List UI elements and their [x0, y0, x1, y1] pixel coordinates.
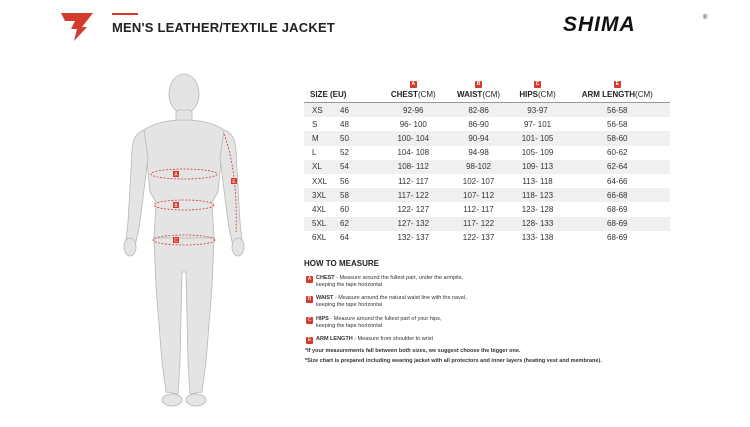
legend-text-waist: - Measure around the natural waist line with the navel,: [333, 295, 467, 301]
legend-badge-arm: E: [307, 337, 312, 343]
table-row: [304, 202, 670, 216]
table-row: [304, 103, 670, 118]
cell-eu: 50: [340, 133, 349, 143]
note-size-chart: *Size chart is prepared including wearing jacket with all protectors and inner layers (heating vest and membrane).: [305, 358, 602, 364]
cell-size: 3XL: [312, 190, 327, 200]
header-hips-label: HIPS: [519, 90, 538, 99]
cell-waist: 94-98: [468, 148, 489, 158]
cell-eu: 64: [340, 233, 349, 243]
cell-eu: 60: [340, 204, 349, 214]
header-waist-unit: (CM): [482, 90, 501, 99]
table-row: [304, 217, 670, 231]
arm-badge: E: [615, 81, 619, 87]
registered-mark: ®: [703, 15, 708, 21]
cell-chest: 132- 137: [397, 233, 430, 243]
cell-eu: 56: [340, 176, 349, 186]
legend-text-waist-2: keeping the tape horizontal: [316, 302, 383, 308]
cell-chest: 92-96: [403, 105, 424, 115]
figure-label-arm: E: [232, 179, 236, 185]
cell-size: XXL: [312, 176, 328, 186]
cell-arm: 68-69: [607, 233, 628, 243]
how-to-measure-title: HOW TO MEASURE: [304, 259, 379, 268]
chest-badge: A: [411, 81, 416, 87]
hips-badge: C: [535, 81, 540, 87]
cell-hips: 113- 118: [522, 176, 553, 186]
cell-size: 4XL: [312, 204, 327, 214]
figure-label-chest: A: [174, 172, 178, 178]
cell-arm: 58-60: [607, 133, 628, 143]
legend-label-arm: ARM LENGTH: [316, 336, 353, 342]
header-chest: [380, 78, 447, 103]
cell-waist: 98-102: [466, 162, 491, 172]
legend-item-arm: [304, 336, 604, 343]
cell-waist: 122- 137: [462, 233, 495, 243]
cell-chest: 122- 127: [397, 204, 430, 214]
cell-size: 6XL: [312, 233, 327, 243]
table-row: [304, 160, 670, 174]
cell-size: 5XL: [312, 219, 327, 229]
legend-badge-hips: C: [307, 317, 312, 323]
table-row: [304, 231, 670, 245]
cell-eu: 62: [340, 219, 349, 229]
cell-waist: 107- 112: [463, 190, 495, 200]
cell-eu: 46: [340, 105, 349, 115]
header-chest-unit: (CM): [417, 90, 436, 99]
table-row: [304, 146, 670, 160]
waist-badge: B: [476, 81, 481, 87]
cell-arm: 62-64: [607, 162, 628, 172]
cell-size: XL: [312, 162, 322, 172]
cell-size: L: [312, 148, 317, 158]
legend-item-hips: [304, 316, 604, 330]
cell-hips: 118- 123: [522, 190, 554, 200]
body-figure-illustration: [118, 72, 250, 420]
table-row: [304, 131, 670, 145]
header-arm-label: ARM LENGTH: [581, 90, 636, 99]
size-chart-table: [304, 78, 670, 245]
legend-text-arm: - Measure from shoulder to wrist: [352, 336, 434, 342]
legend-text-chest: - Measure around the fullest part, under the armpits,: [334, 275, 464, 281]
header-arm-unit: (CM): [635, 90, 653, 99]
cell-waist: 90-94: [468, 133, 489, 143]
cell-chest: 112- 117: [398, 176, 429, 186]
legend-label-waist: WAIST: [316, 295, 334, 301]
cell-arm: 68-69: [607, 204, 628, 214]
legend-badge-chest: A: [307, 276, 312, 282]
cell-waist: 112- 117: [463, 204, 494, 214]
legend-text-hips: - Measure around the fullest part of your hips,: [328, 316, 442, 322]
cell-chest: 104- 108: [397, 148, 430, 158]
cell-size: XS: [312, 105, 323, 115]
cell-waist: 102- 107: [462, 176, 495, 186]
table-row: [304, 188, 670, 202]
header-waist: [447, 78, 511, 103]
cell-chest: 100- 104: [397, 133, 430, 143]
header-size: SIZE (EU): [310, 90, 347, 99]
cell-hips: 123- 128: [521, 204, 554, 214]
legend-item-chest: [304, 275, 604, 289]
header-arm: [565, 78, 670, 103]
cell-arm: 60-62: [607, 148, 628, 158]
legend-item-waist: [304, 295, 604, 309]
figure-label-waist: B: [174, 203, 178, 209]
note-between-sizes: *If your measurements fall between both sizes, we suggest choose the bigger one.: [305, 348, 521, 354]
cell-arm: 64-66: [607, 176, 628, 186]
legend-badge-waist: B: [307, 296, 312, 302]
cell-arm: 66-68: [607, 190, 628, 200]
cell-size: M: [312, 133, 319, 143]
cell-chest: 96- 100: [399, 119, 427, 129]
cell-chest: 117- 122: [397, 190, 429, 200]
page-title: MEN'S LEATHER/TEXTILE JACKET: [112, 20, 335, 35]
cell-hips: 105- 109: [521, 148, 554, 158]
cell-eu: 54: [340, 162, 349, 172]
cell-arm: 56-58: [607, 105, 628, 115]
cell-chest: 127- 132: [397, 219, 430, 229]
cell-hips: 101- 105: [521, 133, 554, 143]
header-hips-unit: (CM): [537, 90, 556, 99]
cell-chest: 108- 112: [397, 162, 429, 172]
table-row: [304, 174, 670, 188]
cell-hips: 97- 101: [523, 119, 552, 129]
table-header-row: [304, 78, 670, 103]
cell-size: S: [312, 119, 318, 129]
brand-logo-text: SHIMA: [563, 13, 636, 36]
figure-label-hips: C: [174, 238, 178, 244]
cell-eu: 52: [340, 148, 349, 158]
table-row: [304, 117, 670, 131]
cell-arm: 68-69: [607, 219, 628, 229]
cell-arm: 56-58: [607, 119, 628, 129]
header-waist-label: WAIST: [456, 90, 483, 99]
cell-eu: 58: [340, 190, 349, 200]
legend-label-hips: HIPS: [316, 316, 329, 322]
cell-waist: 82-86: [468, 105, 489, 115]
title-accent-bar: [112, 13, 138, 15]
cell-waist: 117- 122: [463, 219, 495, 229]
legend-text-chest-2: keeping the tape horizontal: [316, 282, 383, 288]
cell-hips: 93-97: [527, 105, 548, 115]
legend-label-chest: CHEST: [316, 275, 335, 281]
header-hips: [511, 78, 565, 103]
legend-text-hips-2: keeping the tape horizontal: [316, 323, 383, 329]
cell-hips: 133- 138: [521, 233, 554, 243]
cell-eu: 48: [340, 119, 349, 129]
cell-hips: 109- 113: [522, 162, 554, 172]
cell-waist: 86-90: [468, 119, 489, 129]
cell-hips: 128- 133: [521, 219, 554, 229]
brand-logo-icon: [61, 13, 93, 41]
header-chest-label: CHEST: [390, 90, 418, 99]
